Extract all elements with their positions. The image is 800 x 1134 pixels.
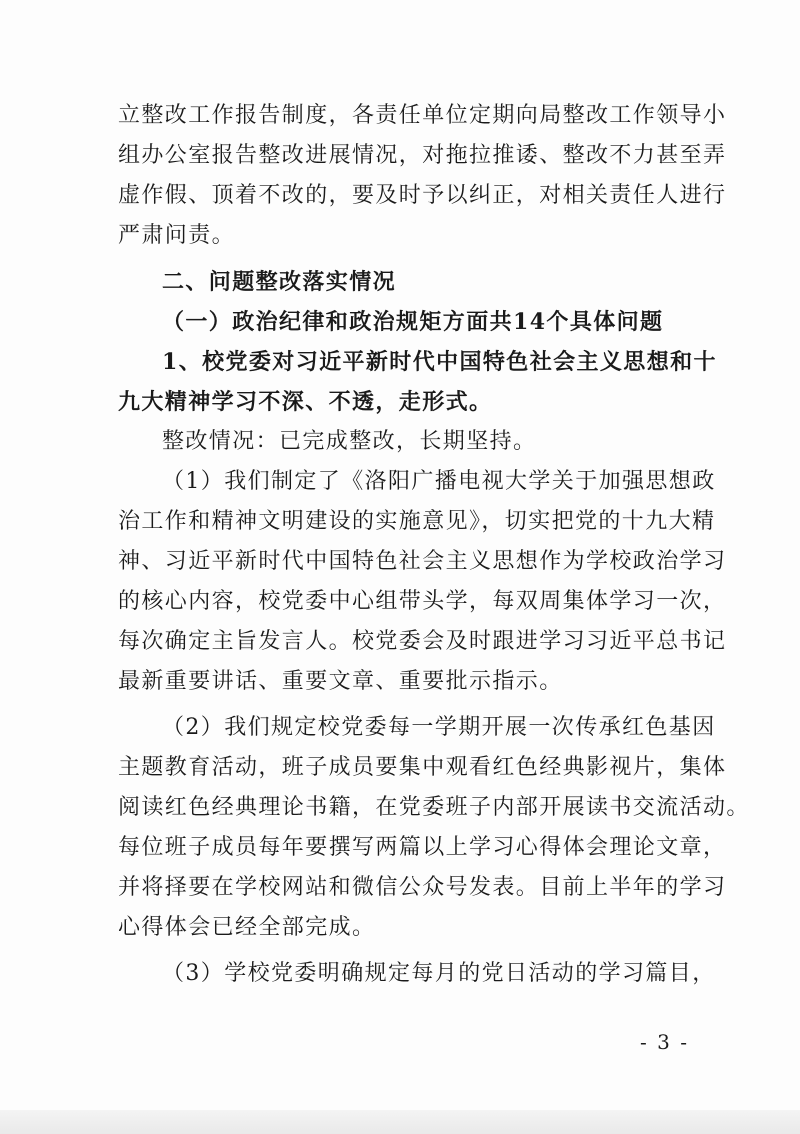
heading-line: 二、问题整改落实情况 xyxy=(162,269,397,295)
scan-bottom-edge xyxy=(0,1110,800,1134)
heading-line: （一）政治纪律和政治规矩方面共14个具体问题 xyxy=(162,309,664,335)
text-line: 虚作假、顶着不改的，要及时予以纠正，对相关责任人进行 xyxy=(118,183,727,208)
problem-statement xyxy=(118,342,717,422)
measure-item-1 xyxy=(118,462,727,702)
text-line: 神、习近平新时代中国特色社会主义思想作为学校政治学习 xyxy=(118,549,727,574)
text-line: 心得体会已经全部完成。 xyxy=(118,915,376,940)
text-line: 立整改工作报告制度，各责任单位定期向局整改工作领导小 xyxy=(118,103,727,128)
subsection-heading xyxy=(118,302,690,342)
measure-item-2 xyxy=(118,708,750,948)
paragraph-reporting-system xyxy=(118,96,727,256)
page-number: - 3 - xyxy=(640,1030,689,1054)
text-line: （2）我们规定校党委每一学期开展一次传承红色基因 xyxy=(162,715,716,740)
text-line: 治工作和精神文明建设的实施意见》，切实把党的十九大精 xyxy=(118,509,716,534)
text-line: 阅读红色经典理论书籍，在党委班子内部开展读书交流活动。 xyxy=(118,795,750,820)
text-line: 组办公室报告整改进展情况，对拖拉推诿、整改不力甚至弄 xyxy=(118,143,727,168)
text-line: 九大精神学习不深、不透，走形式。 xyxy=(118,389,493,415)
text-line: （3）学校党委明确规定每月的党日活动的学习篇目， xyxy=(162,961,716,986)
text-line: 每位班子成员每年要撰写两篇以上学习心得体会理论文章， xyxy=(118,835,727,860)
section-heading xyxy=(118,262,690,302)
measure-item-3 xyxy=(118,954,716,994)
text-line: （1）我们制定了《洛阳广播电视大学关于加强思想政 xyxy=(162,469,716,494)
rectification-status xyxy=(118,422,690,462)
text-line: 严肃问责。 xyxy=(118,223,236,248)
text-line: 主题教育活动，班子成员要集中观看红色经典影视片，集体 xyxy=(118,755,727,780)
text-line: 每次确定主旨发言人。校党委会及时跟进学习习近平总书记 xyxy=(118,629,727,654)
text-line: 最新重要讲话、重要文章、重要批示指示。 xyxy=(118,669,563,694)
document-body xyxy=(118,96,750,994)
text-line: 的核心内容，校党委中心组带头学，每双周集体学习一次， xyxy=(118,589,727,614)
text-line: 1、校党委对习近平新时代中国特色社会主义思想和十 xyxy=(162,349,717,375)
text-line: 整改情况：已完成整改，长期坚持。 xyxy=(162,429,537,454)
text-line: 并将择要在学校网站和微信公众号发表。目前上半年的学习 xyxy=(118,875,727,900)
